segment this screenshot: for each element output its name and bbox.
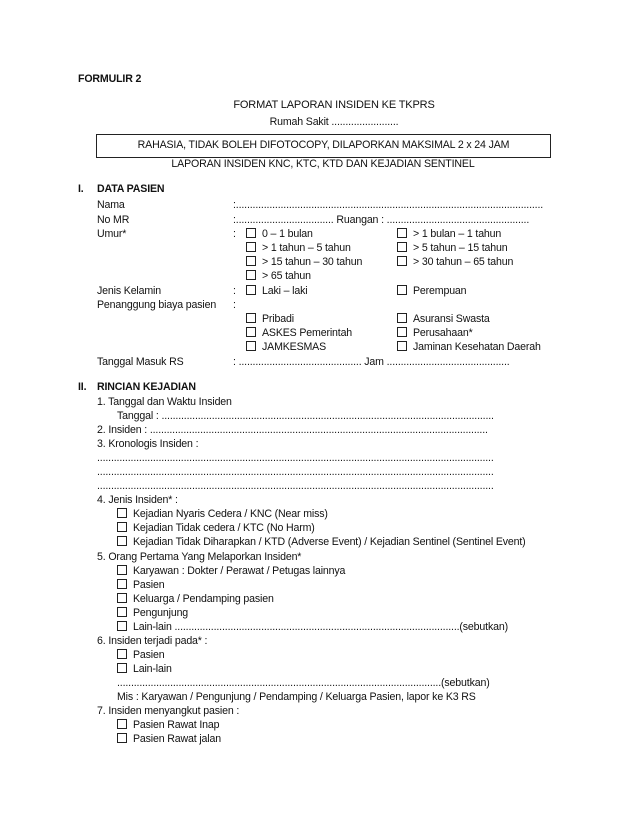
checkbox-icon[interactable] bbox=[117, 536, 127, 546]
reporter-option[interactable]: Pengunjung bbox=[117, 607, 188, 620]
subject-option[interactable]: Pasien bbox=[117, 649, 165, 662]
subject-note: Mis : Karyawan / Pengunjung / Pendamping / Keluarga Pasien, lapor ke K3 RS bbox=[117, 691, 476, 703]
payer-option[interactable]: Perusahaan* bbox=[397, 327, 473, 340]
subject-option[interactable]: Lain-lain bbox=[117, 663, 172, 676]
payer-option[interactable]: Pribadi bbox=[246, 313, 294, 326]
payer-option[interactable]: JAMKESMAS bbox=[246, 341, 326, 354]
checkbox-icon[interactable] bbox=[117, 593, 127, 603]
checkbox-icon[interactable] bbox=[397, 242, 407, 252]
age-option[interactable]: > 1 bulan – 1 tahun bbox=[397, 228, 501, 241]
tanggal-insiden-field[interactable]: Tanggal : ....................................................................................................................... bbox=[117, 410, 494, 422]
checkbox-icon[interactable] bbox=[246, 228, 256, 238]
checkbox-icon[interactable] bbox=[117, 733, 127, 743]
tanggal-masuk-field[interactable]: : ............................................ Jam ............................................ bbox=[233, 356, 510, 368]
checkbox-icon[interactable] bbox=[117, 663, 127, 673]
payer-option[interactable]: ASKES Pemerintah bbox=[246, 327, 352, 340]
checkbox-icon[interactable] bbox=[117, 607, 127, 617]
age-option[interactable]: > 65 tahun bbox=[246, 270, 311, 283]
age-option[interactable]: > 5 tahun – 15 tahun bbox=[397, 242, 508, 255]
patient-type-option[interactable]: Pasien Rawat jalan bbox=[117, 733, 221, 746]
secret-notice-box bbox=[96, 134, 551, 158]
checkbox-icon[interactable] bbox=[246, 256, 256, 266]
age-option[interactable]: > 15 tahun – 30 tahun bbox=[246, 256, 362, 269]
age-option[interactable]: 0 – 1 bulan bbox=[246, 228, 313, 241]
reporter-option[interactable]: Pasien bbox=[117, 579, 165, 592]
kronologis-line[interactable]: .............................................................................................................................................. bbox=[97, 466, 494, 478]
nama-field[interactable]: :.............................................................................................................. bbox=[233, 199, 544, 211]
checkbox-icon[interactable] bbox=[117, 719, 127, 729]
reporter-option-other[interactable]: Lain-lain ......................................................................................................(sebutkan) bbox=[117, 621, 549, 634]
secret-notice: RAHASIA, TIDAK BOLEH DIFOTOCOPY, DILAPORKAN MAKSIMAL 2 x 24 JAM bbox=[137, 139, 510, 151]
jenis-kelamin-label: Jenis Kelamin bbox=[97, 285, 161, 297]
form-subtitle: Rumah Sakit ........................ bbox=[269, 116, 399, 128]
item-4-label: 4. Jenis Insiden* : bbox=[97, 494, 178, 506]
checkbox-icon[interactable] bbox=[117, 621, 127, 631]
penanggung-biaya-label: Penanggung biaya pasien bbox=[97, 299, 217, 311]
insiden-field[interactable]: 2. Insiden : ......................................................................................................................... bbox=[97, 424, 488, 436]
biaya-colon: : bbox=[233, 299, 236, 311]
checkbox-icon[interactable] bbox=[397, 327, 407, 337]
reporter-option[interactable]: Keluarga / Pendamping pasien bbox=[117, 593, 274, 606]
age-option[interactable]: > 30 tahun – 65 tahun bbox=[397, 256, 513, 269]
patient-type-option[interactable]: Pasien Rawat Inap bbox=[117, 719, 219, 732]
checkbox-icon[interactable] bbox=[246, 285, 256, 295]
item-6-label: 6. Insiden terjadi pada* : bbox=[97, 635, 208, 647]
checkbox-icon[interactable] bbox=[397, 285, 407, 295]
checkbox-icon[interactable] bbox=[397, 313, 407, 323]
item-3-label: 3. Kronologis Insiden : bbox=[97, 438, 199, 450]
section-2-title: RINCIAN KEJADIAN bbox=[97, 381, 196, 393]
section-1-title: DATA PASIEN bbox=[97, 183, 165, 195]
incident-type-option[interactable]: Kejadian Tidak Diharapkan / KTD (Adverse Event) / Kejadian Sentinel (Sentinel Event) bbox=[117, 536, 526, 549]
payer-option[interactable]: Asuransi Swasta bbox=[397, 313, 490, 326]
checkbox-icon[interactable] bbox=[246, 242, 256, 252]
checkbox-icon[interactable] bbox=[397, 228, 407, 238]
section-1-number: I. bbox=[78, 183, 84, 195]
gender-option[interactable]: Laki – laki bbox=[246, 285, 307, 298]
form-title: FORMAT LAPORAN INSIDEN KE TKPRS bbox=[233, 99, 435, 111]
jk-colon: : bbox=[233, 285, 236, 297]
item-1-label: 1. Tanggal dan Waktu Insiden bbox=[97, 396, 232, 408]
checkbox-icon[interactable] bbox=[397, 341, 407, 351]
checkbox-icon[interactable] bbox=[117, 565, 127, 575]
gender-option[interactable]: Perempuan bbox=[397, 285, 466, 298]
kronologis-line[interactable]: .............................................................................................................................................. bbox=[97, 452, 494, 464]
checkbox-icon[interactable] bbox=[117, 508, 127, 518]
checkbox-icon[interactable] bbox=[117, 579, 127, 589]
form-number: FORMULIR 2 bbox=[78, 73, 142, 85]
kronologis-line[interactable]: .............................................................................................................................................. bbox=[97, 480, 494, 492]
age-option[interactable]: > 1 tahun – 5 tahun bbox=[246, 242, 351, 255]
reporter-option[interactable]: Karyawan : Dokter / Perawat / Petugas lainnya bbox=[117, 565, 345, 578]
checkbox-icon[interactable] bbox=[246, 270, 256, 280]
incident-type-option[interactable]: Kejadian Tidak cedera / KTC (No Harm) bbox=[117, 522, 315, 535]
checkbox-icon[interactable] bbox=[246, 327, 256, 337]
item-5-label: 5. Orang Pertama Yang Melaporkan Insiden* bbox=[97, 551, 302, 563]
payer-option[interactable]: Jaminan Kesehatan Daerah bbox=[397, 341, 541, 354]
nomr-label: No MR bbox=[97, 214, 130, 226]
tanggal-masuk-label: Tanggal Masuk RS bbox=[97, 356, 184, 368]
umur-label: Umur* bbox=[97, 228, 127, 240]
checkbox-icon[interactable] bbox=[397, 256, 407, 266]
checkbox-icon[interactable] bbox=[246, 313, 256, 323]
item-7-label: 7. Insiden menyangkut pasien : bbox=[97, 705, 240, 717]
section-2-number: II. bbox=[78, 381, 87, 393]
nomr-ruangan-field[interactable]: :................................... Ruangan : ................................................... bbox=[233, 214, 530, 226]
nama-label: Nama bbox=[97, 199, 125, 211]
checkbox-icon[interactable] bbox=[117, 649, 127, 659]
subject-other-field[interactable]: ....................................................................................................................(sebutkan) bbox=[117, 677, 490, 689]
report-title: LAPORAN INSIDEN KNC, KTC, KTD DAN KEJADIAN SENTINEL bbox=[171, 158, 475, 170]
umur-colon: : bbox=[233, 228, 236, 240]
incident-type-option[interactable]: Kejadian Nyaris Cedera / KNC (Near miss) bbox=[117, 508, 328, 521]
checkbox-icon[interactable] bbox=[246, 341, 256, 351]
checkbox-icon[interactable] bbox=[117, 522, 127, 532]
